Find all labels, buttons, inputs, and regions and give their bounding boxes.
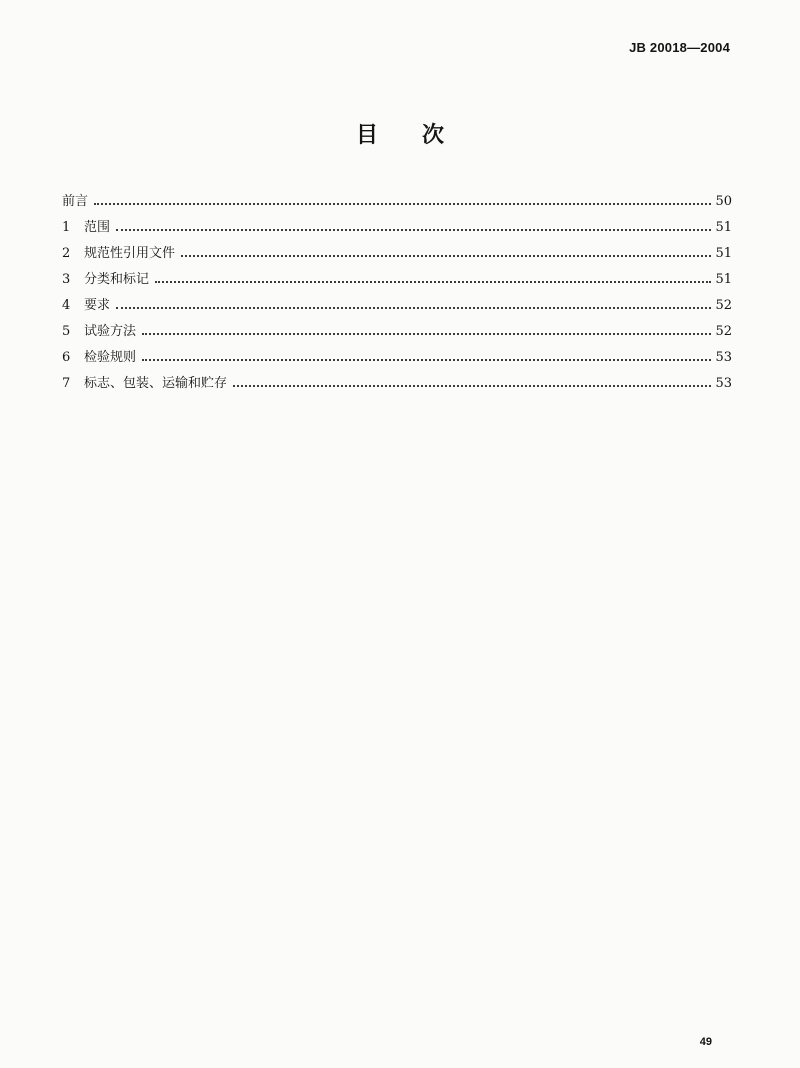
page-number: 49 (699, 1036, 712, 1048)
toc-entry-label: 规范性引用文件 (84, 246, 176, 261)
toc-entry-scope[interactable] (62, 216, 732, 242)
toc-entry-number: 6 (62, 350, 71, 365)
toc-entry-label: 范围 (84, 220, 111, 235)
toc-entry-label: 试验方法 (84, 324, 137, 339)
toc-entry-normative-references[interactable] (62, 242, 732, 268)
toc-leader-dots (94, 203, 711, 205)
toc-entry-number: 4 (62, 298, 71, 313)
toc-leader-dots (142, 359, 711, 361)
toc-entry-number: 5 (62, 324, 71, 339)
page-title: 目次 (355, 123, 488, 148)
toc-entry-number: 2 (62, 246, 71, 261)
toc-entry-label: 检验规则 (84, 350, 137, 365)
toc-entry-inspection-rules[interactable] (62, 346, 732, 372)
toc-entry-test-methods[interactable] (62, 320, 732, 346)
toc-leader-dots (142, 333, 711, 335)
toc-entry-number: 7 (62, 376, 71, 391)
toc-entry-label: 分类和标记 (84, 272, 150, 287)
toc-entry-page: 51 (715, 246, 732, 261)
toc-entry-page: 52 (715, 298, 732, 313)
toc-entry-page: 53 (715, 350, 732, 365)
toc-entry-page: 50 (715, 194, 732, 209)
toc-entry-requirements[interactable] (62, 294, 732, 320)
document-code: JB 20018—2004 (629, 40, 730, 55)
toc-entry-foreword[interactable] (62, 190, 732, 216)
toc-leader-dots (155, 281, 711, 283)
toc-leader-dots (116, 307, 711, 309)
toc-entry-marking-packaging[interactable] (62, 372, 732, 398)
toc-leader-dots (233, 385, 711, 387)
table-of-contents (62, 190, 732, 398)
toc-entry-page: 53 (715, 376, 732, 391)
toc-entry-page: 52 (715, 324, 732, 339)
toc-entry-number: 3 (62, 272, 71, 287)
toc-entry-label: 要求 (84, 298, 111, 313)
toc-entry-number: 1 (62, 220, 71, 235)
toc-entry-page: 51 (715, 220, 732, 235)
toc-entry-classification[interactable] (62, 268, 732, 294)
toc-entry-label: 标志、包装、运输和贮存 (84, 376, 228, 391)
toc-leader-dots (181, 255, 711, 257)
toc-entry-label: 前言 (62, 194, 89, 209)
toc-leader-dots (116, 229, 711, 231)
toc-entry-page: 51 (715, 272, 732, 287)
